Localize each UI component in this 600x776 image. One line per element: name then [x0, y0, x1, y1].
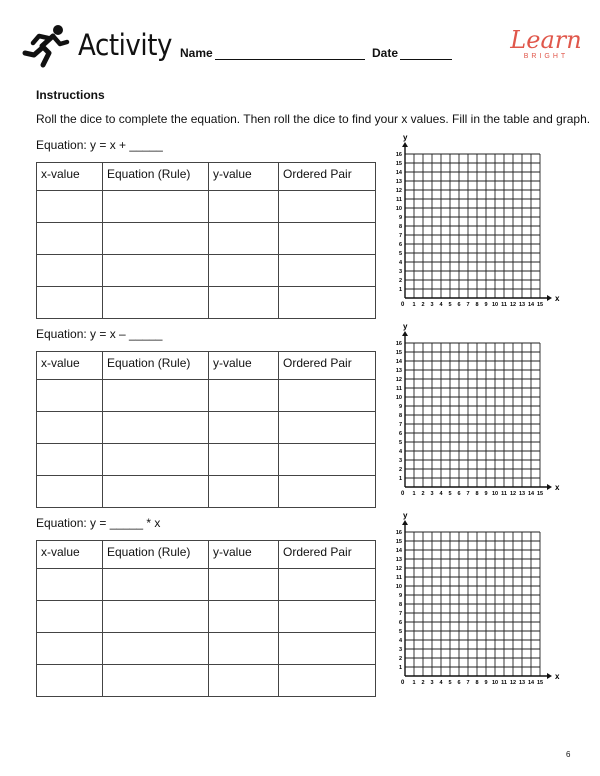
table-cell[interactable]: [209, 633, 279, 665]
table-cell[interactable]: [37, 255, 103, 287]
y-tick-label: 5: [398, 440, 402, 446]
y-tick-label: 8: [398, 602, 402, 608]
table-cell[interactable]: [209, 380, 279, 412]
y-axis-arrow: [402, 142, 408, 147]
table-cell[interactable]: [103, 601, 209, 633]
x-tick-label: 13: [518, 491, 526, 497]
column-header: Equation (Rule): [103, 163, 209, 191]
equation-label: Equation: y = x – _____: [36, 327, 163, 341]
table-cell[interactable]: [103, 287, 209, 319]
table-cell[interactable]: [209, 444, 279, 476]
y-tick-label: 1: [398, 287, 402, 293]
x-tick-label: 11: [501, 491, 507, 497]
origin-label: 0: [401, 302, 405, 308]
y-tick-label: 16: [395, 341, 402, 347]
table-cell[interactable]: [37, 476, 103, 508]
column-header: y-value: [209, 541, 279, 569]
name-label: Name: [180, 46, 213, 60]
table-cell[interactable]: [103, 476, 209, 508]
x-tick-label: 6: [457, 302, 461, 308]
table-cell[interactable]: [103, 191, 209, 223]
instructions-heading: Instructions: [36, 88, 105, 102]
table-cell[interactable]: [279, 665, 376, 697]
x-tick-label: 1: [412, 302, 416, 308]
y-tick-label: 16: [395, 530, 402, 536]
table-cell[interactable]: [37, 444, 103, 476]
x-tick-label: 7: [466, 491, 470, 497]
table-cell[interactable]: [37, 601, 103, 633]
y-tick-label: 11: [396, 575, 402, 581]
y-tick-label: 15: [395, 350, 402, 356]
x-tick-label: 8: [475, 491, 479, 497]
table-cell[interactable]: [209, 223, 279, 255]
x-tick-label: 5: [448, 680, 452, 686]
y-tick-label: 3: [398, 458, 402, 464]
y-tick-label: 12: [395, 188, 402, 194]
x-tick-label: 15: [536, 491, 544, 497]
table-row: [37, 665, 376, 697]
origin-label: 0: [401, 680, 405, 686]
y-tick-label: 9: [398, 404, 402, 410]
column-header: Equation (Rule): [103, 541, 209, 569]
x-tick-label: 2: [421, 302, 425, 308]
origin-label: 0: [401, 491, 405, 497]
y-tick-label: 1: [398, 476, 402, 482]
logo-word: Learn: [510, 26, 582, 54]
table-cell[interactable]: [279, 380, 376, 412]
x-tick-label: 6: [457, 491, 461, 497]
equation-label: Equation: y = _____ * x: [36, 516, 161, 530]
x-tick-label: 12: [509, 302, 517, 308]
y-tick-label: 8: [398, 224, 402, 230]
x-tick-label: 8: [475, 680, 479, 686]
x-tick-label: 5: [448, 302, 452, 308]
x-tick-label: 12: [509, 491, 517, 497]
x-axis-label: x: [555, 483, 560, 492]
x-tick-label: 11: [501, 302, 507, 308]
table-row: [37, 223, 376, 255]
instructions-text: Roll the dice to complete the equation. Then roll the dice to find your x values. Fill in the table and graph.: [36, 112, 591, 126]
table-cell[interactable]: [279, 412, 376, 444]
column-header: Ordered Pair: [279, 352, 376, 380]
column-header: x-value: [37, 163, 103, 191]
y-tick-label: 1: [398, 665, 402, 671]
y-tick-label: 12: [395, 377, 402, 383]
table-cell[interactable]: [209, 569, 279, 601]
y-tick-label: 3: [398, 647, 402, 653]
y-tick-label: 7: [398, 422, 402, 428]
x-tick-label: 9: [484, 302, 488, 308]
table-cell[interactable]: [209, 412, 279, 444]
x-tick-label: 4: [439, 302, 443, 308]
y-tick-label: 13: [395, 557, 402, 563]
coordinate-grid[interactable]: [388, 133, 568, 312]
y-tick-label: 2: [398, 278, 402, 284]
table-cell[interactable]: [279, 476, 376, 508]
table-cell[interactable]: [209, 601, 279, 633]
table-cell[interactable]: [103, 380, 209, 412]
date-field[interactable]: [400, 59, 452, 60]
y-tick-label: 6: [398, 620, 402, 626]
y-tick-label: 4: [398, 449, 402, 455]
column-header: x-value: [37, 352, 103, 380]
table-cell[interactable]: [279, 223, 376, 255]
x-tick-label: 3: [430, 302, 434, 308]
table-cell[interactable]: [37, 633, 103, 665]
y-tick-label: 14: [395, 359, 402, 365]
y-tick-label: 10: [395, 395, 402, 401]
table-cell[interactable]: [37, 223, 103, 255]
y-tick-label: 12: [395, 566, 402, 572]
y-tick-label: 8: [398, 413, 402, 419]
table-cell[interactable]: [103, 633, 209, 665]
table-cell[interactable]: [279, 633, 376, 665]
column-header: Ordered Pair: [279, 163, 376, 191]
x-tick-label: 2: [421, 491, 425, 497]
x-axis-arrow: [547, 295, 552, 301]
table-cell[interactable]: [279, 601, 376, 633]
table-row: [37, 569, 376, 601]
table-row: [37, 633, 376, 665]
y-tick-label: 6: [398, 431, 402, 437]
y-tick-label: 5: [398, 629, 402, 635]
x-tick-label: 11: [501, 680, 507, 686]
x-tick-label: 10: [491, 491, 499, 497]
x-axis-label: x: [555, 294, 560, 303]
x-tick-label: 7: [466, 680, 470, 686]
y-axis-label: y: [403, 511, 408, 520]
activity-title: Activity: [78, 28, 173, 62]
y-tick-label: 4: [398, 638, 402, 644]
y-tick-label: 2: [398, 467, 402, 473]
y-axis-label: y: [403, 133, 408, 142]
worksheet-table: [36, 351, 376, 508]
x-tick-label: 14: [527, 491, 535, 497]
x-tick-label: 13: [518, 302, 526, 308]
y-tick-label: 16: [395, 152, 402, 158]
table-row: [37, 601, 376, 633]
y-tick-label: 4: [398, 260, 402, 266]
x-tick-label: 13: [518, 680, 526, 686]
page-number: 6: [566, 750, 571, 759]
x-tick-label: 3: [430, 680, 434, 686]
table-cell[interactable]: [37, 380, 103, 412]
table-row: [37, 255, 376, 287]
y-tick-label: 9: [398, 593, 402, 599]
logo-subtitle: BRIGHT: [523, 53, 569, 60]
x-tick-label: 4: [439, 491, 443, 497]
x-tick-label: 10: [491, 302, 499, 308]
y-tick-label: 15: [395, 161, 402, 167]
y-axis-arrow: [402, 520, 408, 525]
equation-label: Equation: y = x + _____: [36, 138, 163, 152]
y-tick-label: 3: [398, 269, 402, 275]
x-tick-label: 14: [527, 680, 535, 686]
table-row: [37, 191, 376, 223]
x-tick-label: 5: [448, 491, 452, 497]
y-tick-label: 7: [398, 611, 402, 617]
table-cell[interactable]: [209, 665, 279, 697]
x-tick-label: 9: [484, 680, 488, 686]
date-label: Date: [372, 46, 399, 60]
table-row: [37, 412, 376, 444]
table-cell[interactable]: [279, 444, 376, 476]
learn-bright-logo: [510, 28, 582, 60]
column-header: Ordered Pair: [279, 541, 376, 569]
x-tick-label: 12: [509, 680, 517, 686]
x-axis-label: x: [555, 672, 560, 681]
x-tick-label: 15: [536, 302, 544, 308]
x-tick-label: 1: [412, 680, 416, 686]
table-cell[interactable]: [103, 412, 209, 444]
y-tick-label: 13: [395, 368, 402, 374]
table-row: [37, 476, 376, 508]
y-tick-label: 11: [396, 386, 402, 392]
y-tick-label: 15: [395, 539, 402, 545]
x-tick-label: 3: [430, 491, 434, 497]
column-header: x-value: [37, 541, 103, 569]
worksheet-table: [36, 540, 376, 697]
table-row: [37, 287, 376, 319]
table-cell[interactable]: [209, 191, 279, 223]
table-cell[interactable]: [279, 255, 376, 287]
x-tick-label: 2: [421, 680, 425, 686]
table-cell[interactable]: [279, 569, 376, 601]
table-row: [37, 444, 376, 476]
y-tick-label: 11: [396, 197, 402, 203]
page-header: [0, 0, 600, 80]
y-tick-label: 6: [398, 242, 402, 248]
name-field[interactable]: [215, 59, 365, 60]
table-cell[interactable]: [37, 191, 103, 223]
y-axis-arrow: [402, 331, 408, 336]
table-cell[interactable]: [279, 287, 376, 319]
y-tick-label: 14: [395, 548, 402, 554]
running-person-icon: [22, 24, 70, 70]
table-cell[interactable]: [103, 569, 209, 601]
table-cell[interactable]: [37, 412, 103, 444]
table-cell[interactable]: [103, 223, 209, 255]
x-axis-arrow: [547, 484, 552, 490]
y-tick-label: 10: [395, 206, 402, 212]
x-tick-label: 6: [457, 680, 461, 686]
x-tick-label: 1: [412, 491, 416, 497]
x-tick-label: 14: [527, 302, 535, 308]
x-tick-label: 15: [536, 680, 544, 686]
x-tick-label: 8: [475, 302, 479, 308]
table-cell[interactable]: [103, 444, 209, 476]
table-cell[interactable]: [37, 287, 103, 319]
x-tick-label: 9: [484, 491, 488, 497]
column-header: y-value: [209, 352, 279, 380]
coordinate-grid[interactable]: [388, 322, 568, 501]
table-cell[interactable]: [37, 665, 103, 697]
y-tick-label: 5: [398, 251, 402, 257]
x-tick-label: 10: [491, 680, 499, 686]
y-tick-label: 7: [398, 233, 402, 239]
table-cell[interactable]: [209, 255, 279, 287]
y-tick-label: 14: [395, 170, 402, 176]
table-cell[interactable]: [209, 287, 279, 319]
y-axis-label: y: [403, 322, 408, 331]
x-tick-label: 4: [439, 680, 443, 686]
column-header: Equation (Rule): [103, 352, 209, 380]
y-tick-label: 10: [395, 584, 402, 590]
table-row: [37, 380, 376, 412]
worksheet-table: [36, 162, 376, 319]
y-tick-label: 2: [398, 656, 402, 662]
x-axis-arrow: [547, 673, 552, 679]
y-tick-label: 9: [398, 215, 402, 221]
column-header: y-value: [209, 163, 279, 191]
table-cell[interactable]: [37, 569, 103, 601]
table-cell[interactable]: [279, 191, 376, 223]
coordinate-grid[interactable]: [388, 511, 568, 690]
table-cell[interactable]: [103, 255, 209, 287]
table-cell[interactable]: [209, 476, 279, 508]
x-tick-label: 7: [466, 302, 470, 308]
table-cell[interactable]: [103, 665, 209, 697]
y-tick-label: 13: [395, 179, 402, 185]
